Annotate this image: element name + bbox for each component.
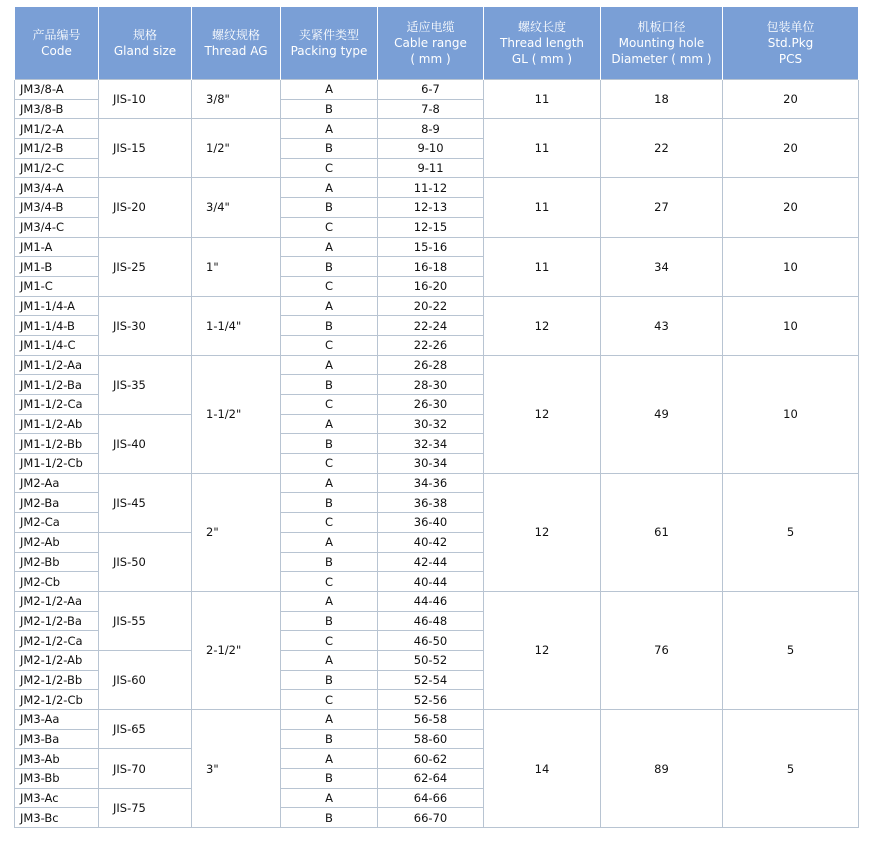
header-line: ( mm ) [410, 52, 451, 66]
table-row [15, 296, 859, 316]
header-line: 适应电缆 [406, 20, 455, 34]
code-cell: JM3-Ab [15, 749, 99, 769]
cable-range-cell: 7-8 [378, 99, 484, 119]
cable-range-cell: 60-62 [378, 749, 484, 769]
header-mounting-hole [601, 7, 723, 80]
thread-cell: 1-1/2" [192, 355, 281, 473]
header-std-pkg [723, 7, 859, 80]
thread-length-cell: 14 [484, 710, 601, 828]
cable-range-cell: 16-18 [378, 257, 484, 277]
code-cell: JM3/8-A [15, 80, 99, 100]
code-cell: JM1-1/2-Ca [15, 395, 99, 415]
cable-range-cell: 32-34 [378, 434, 484, 454]
table-row [15, 80, 859, 100]
table-row [15, 710, 859, 730]
gland-size-cell: JIS-10 [99, 80, 192, 119]
code-cell: JM3-Bc [15, 808, 99, 828]
cable-range-cell: 56-58 [378, 710, 484, 730]
code-cell: JM2-Cb [15, 572, 99, 592]
code-cell: JM1/2-C [15, 158, 99, 178]
std-pkg-cell: 20 [723, 119, 859, 178]
packing-type-cell: B [281, 139, 378, 159]
header-line: 机板口径 [637, 20, 686, 34]
std-pkg-cell: 20 [723, 80, 859, 119]
header-line: Thread length [499, 36, 585, 50]
code-cell: JM3-Aa [15, 710, 99, 730]
cable-range-cell: 26-28 [378, 355, 484, 375]
thread-cell: 3/4" [192, 178, 281, 237]
packing-type-cell: A [281, 749, 378, 769]
std-pkg-cell: 10 [723, 355, 859, 473]
code-cell: JM2-Ab [15, 532, 99, 552]
packing-type-cell: C [281, 395, 378, 415]
code-cell: JM1/2-A [15, 119, 99, 139]
packing-type-cell: A [281, 237, 378, 257]
thread-length-cell: 12 [484, 473, 601, 591]
header-packing-type [281, 7, 378, 80]
header-line: Std.Pkg [767, 36, 814, 50]
table-row [15, 473, 859, 493]
header-thread-length [484, 7, 601, 80]
table-row [15, 355, 859, 375]
thread-length-cell: 12 [484, 355, 601, 473]
code-cell: JM1-1/2-Cb [15, 454, 99, 474]
cable-range-cell: 9-11 [378, 158, 484, 178]
packing-type-cell: A [281, 532, 378, 552]
cable-range-cell: 9-10 [378, 139, 484, 159]
code-cell: JM2-1/2-Aa [15, 591, 99, 611]
packing-type-cell: A [281, 473, 378, 493]
thread-cell: 2" [192, 473, 281, 591]
cable-range-cell: 26-30 [378, 395, 484, 415]
mounting-hole-cell: 43 [601, 296, 723, 355]
packing-type-cell: B [281, 375, 378, 395]
packing-type-cell: B [281, 99, 378, 119]
code-cell: JM2-1/2-Ca [15, 631, 99, 651]
std-pkg-cell: 5 [723, 591, 859, 709]
header-line: 规格 [132, 28, 157, 42]
header-line: Thread AG [204, 44, 268, 58]
table-row [15, 591, 859, 611]
thread-cell: 3/8" [192, 80, 281, 119]
code-cell: JM2-Ca [15, 513, 99, 533]
code-cell: JM2-1/2-Bb [15, 670, 99, 690]
packing-type-cell: B [281, 769, 378, 789]
table-body [15, 80, 859, 828]
code-cell: JM1-1/2-Ab [15, 414, 99, 434]
packing-type-cell: B [281, 434, 378, 454]
header-row [15, 7, 859, 80]
cable-range-cell: 22-26 [378, 335, 484, 355]
mounting-hole-cell: 22 [601, 119, 723, 178]
header-line: Packing type [290, 44, 368, 58]
std-pkg-cell: 5 [723, 710, 859, 828]
thread-cell: 3" [192, 710, 281, 828]
packing-type-cell: A [281, 178, 378, 198]
header-line: Code [41, 44, 72, 58]
header-line: 螺纹长度 [517, 20, 566, 34]
gland-size-cell: JIS-60 [99, 650, 192, 709]
header-line: Mounting hole [618, 36, 705, 50]
packing-type-cell: A [281, 355, 378, 375]
header-line: Diameter ( mm ) [611, 52, 712, 66]
cable-range-cell: 11-12 [378, 178, 484, 198]
gland-size-cell: JIS-55 [99, 591, 192, 650]
packing-type-cell: C [281, 158, 378, 178]
thread-length-cell: 11 [484, 80, 601, 119]
code-cell: JM3-Ac [15, 788, 99, 808]
table-row [15, 119, 859, 139]
thread-length-cell: 12 [484, 296, 601, 355]
code-cell: JM3/4-B [15, 198, 99, 218]
code-cell: JM2-Ba [15, 493, 99, 513]
gland-size-cell: JIS-50 [99, 532, 192, 591]
cable-range-cell: 28-30 [378, 375, 484, 395]
cable-range-cell: 40-42 [378, 532, 484, 552]
mounting-hole-cell: 34 [601, 237, 723, 296]
cable-range-cell: 44-46 [378, 591, 484, 611]
std-pkg-cell: 20 [723, 178, 859, 237]
header-line: 螺纹规格 [211, 28, 260, 42]
packing-type-cell: B [281, 552, 378, 572]
code-cell: JM2-Bb [15, 552, 99, 572]
header-cable-range [378, 7, 484, 80]
cable-range-cell: 62-64 [378, 769, 484, 789]
thread-cell: 2-1/2" [192, 591, 281, 709]
packing-type-cell: B [281, 493, 378, 513]
packing-type-cell: B [281, 316, 378, 336]
code-cell: JM1-B [15, 257, 99, 277]
table-row [15, 237, 859, 257]
cable-range-cell: 15-16 [378, 237, 484, 257]
packing-type-cell: A [281, 119, 378, 139]
mounting-hole-cell: 27 [601, 178, 723, 237]
thread-cell: 1-1/4" [192, 296, 281, 355]
packing-type-cell: C [281, 631, 378, 651]
header-line: 包装单位 [766, 20, 815, 34]
packing-type-cell: C [281, 513, 378, 533]
code-cell: JM1/2-B [15, 139, 99, 159]
spec-table [14, 7, 859, 828]
packing-type-cell: A [281, 591, 378, 611]
header-line: 夹紧件类型 [298, 28, 359, 42]
std-pkg-cell: 10 [723, 296, 859, 355]
packing-type-cell: A [281, 788, 378, 808]
code-cell: JM1-1/2-Aa [15, 355, 99, 375]
mounting-hole-cell: 76 [601, 591, 723, 709]
cable-range-cell: 12-15 [378, 217, 484, 237]
cable-range-cell: 66-70 [378, 808, 484, 828]
gland-size-cell: JIS-40 [99, 414, 192, 473]
code-cell: JM1-1/4-C [15, 335, 99, 355]
thread-length-cell: 11 [484, 178, 601, 237]
gland-size-cell: JIS-20 [99, 178, 192, 237]
table-row [15, 178, 859, 198]
packing-type-cell: C [281, 335, 378, 355]
packing-type-cell: C [281, 276, 378, 296]
cable-range-cell: 30-34 [378, 454, 484, 474]
packing-type-cell: B [281, 808, 378, 828]
thread-length-cell: 11 [484, 119, 601, 178]
mounting-hole-cell: 61 [601, 473, 723, 591]
header-code [15, 7, 99, 80]
cable-range-cell: 52-56 [378, 690, 484, 710]
thread-length-cell: 12 [484, 591, 601, 709]
cable-range-cell: 46-50 [378, 631, 484, 651]
cable-range-cell: 36-38 [378, 493, 484, 513]
header-line: 产品编号 [32, 28, 81, 42]
gland-size-cell: JIS-70 [99, 749, 192, 788]
header-gland-size [99, 7, 192, 80]
cable-range-cell: 46-48 [378, 611, 484, 631]
code-cell: JM1-1/4-B [15, 316, 99, 336]
gland-size-cell: JIS-65 [99, 710, 192, 749]
code-cell: JM1-A [15, 237, 99, 257]
cable-range-cell: 20-22 [378, 296, 484, 316]
code-cell: JM3-Bb [15, 769, 99, 789]
cable-range-cell: 50-52 [378, 650, 484, 670]
packing-type-cell: A [281, 650, 378, 670]
packing-type-cell: A [281, 80, 378, 100]
cable-range-cell: 34-36 [378, 473, 484, 493]
thread-cell: 1" [192, 237, 281, 296]
cable-range-cell: 64-66 [378, 788, 484, 808]
code-cell: JM1-1/4-A [15, 296, 99, 316]
cable-range-cell: 12-13 [378, 198, 484, 218]
cable-range-cell: 58-60 [378, 729, 484, 749]
mounting-hole-cell: 89 [601, 710, 723, 828]
cable-range-cell: 22-24 [378, 316, 484, 336]
code-cell: JM3/8-B [15, 99, 99, 119]
header-line: Cable range [394, 36, 467, 50]
mounting-hole-cell: 49 [601, 355, 723, 473]
mounting-hole-cell: 18 [601, 80, 723, 119]
code-cell: JM3/4-C [15, 217, 99, 237]
header-line: Gland size [113, 44, 177, 58]
packing-type-cell: B [281, 257, 378, 277]
packing-type-cell: C [281, 454, 378, 474]
std-pkg-cell: 10 [723, 237, 859, 296]
cable-range-cell: 16-20 [378, 276, 484, 296]
packing-type-cell: A [281, 296, 378, 316]
packing-type-cell: C [281, 690, 378, 710]
thread-cell: 1/2" [192, 119, 281, 178]
header-line: GL ( mm ) [511, 52, 573, 66]
code-cell: JM2-1/2-Ba [15, 611, 99, 631]
packing-type-cell: C [281, 217, 378, 237]
gland-size-cell: JIS-15 [99, 119, 192, 178]
code-cell: JM2-1/2-Cb [15, 690, 99, 710]
code-cell: JM1-1/2-Bb [15, 434, 99, 454]
header-thread [192, 7, 281, 80]
cable-range-cell: 6-7 [378, 80, 484, 100]
thread-length-cell: 11 [484, 237, 601, 296]
cable-range-cell: 36-40 [378, 513, 484, 533]
cable-range-cell: 30-32 [378, 414, 484, 434]
code-cell: JM3-Ba [15, 729, 99, 749]
gland-size-cell: JIS-25 [99, 237, 192, 296]
packing-type-cell: B [281, 198, 378, 218]
gland-size-cell: JIS-35 [99, 355, 192, 414]
code-cell: JM2-1/2-Ab [15, 650, 99, 670]
code-cell: JM1-1/2-Ba [15, 375, 99, 395]
code-cell: JM1-C [15, 276, 99, 296]
gland-size-cell: JIS-30 [99, 296, 192, 355]
cable-range-cell: 40-44 [378, 572, 484, 592]
packing-type-cell: B [281, 611, 378, 631]
packing-type-cell: B [281, 670, 378, 690]
packing-type-cell: A [281, 710, 378, 730]
packing-type-cell: C [281, 572, 378, 592]
std-pkg-cell: 5 [723, 473, 859, 591]
code-cell: JM3/4-A [15, 178, 99, 198]
cable-range-cell: 8-9 [378, 119, 484, 139]
cable-range-cell: 42-44 [378, 552, 484, 572]
gland-size-cell: JIS-45 [99, 473, 192, 532]
cable-range-cell: 52-54 [378, 670, 484, 690]
gland-size-cell: JIS-75 [99, 788, 192, 827]
packing-type-cell: B [281, 729, 378, 749]
code-cell: JM2-Aa [15, 473, 99, 493]
packing-type-cell: A [281, 414, 378, 434]
header-line: PCS [778, 52, 803, 66]
